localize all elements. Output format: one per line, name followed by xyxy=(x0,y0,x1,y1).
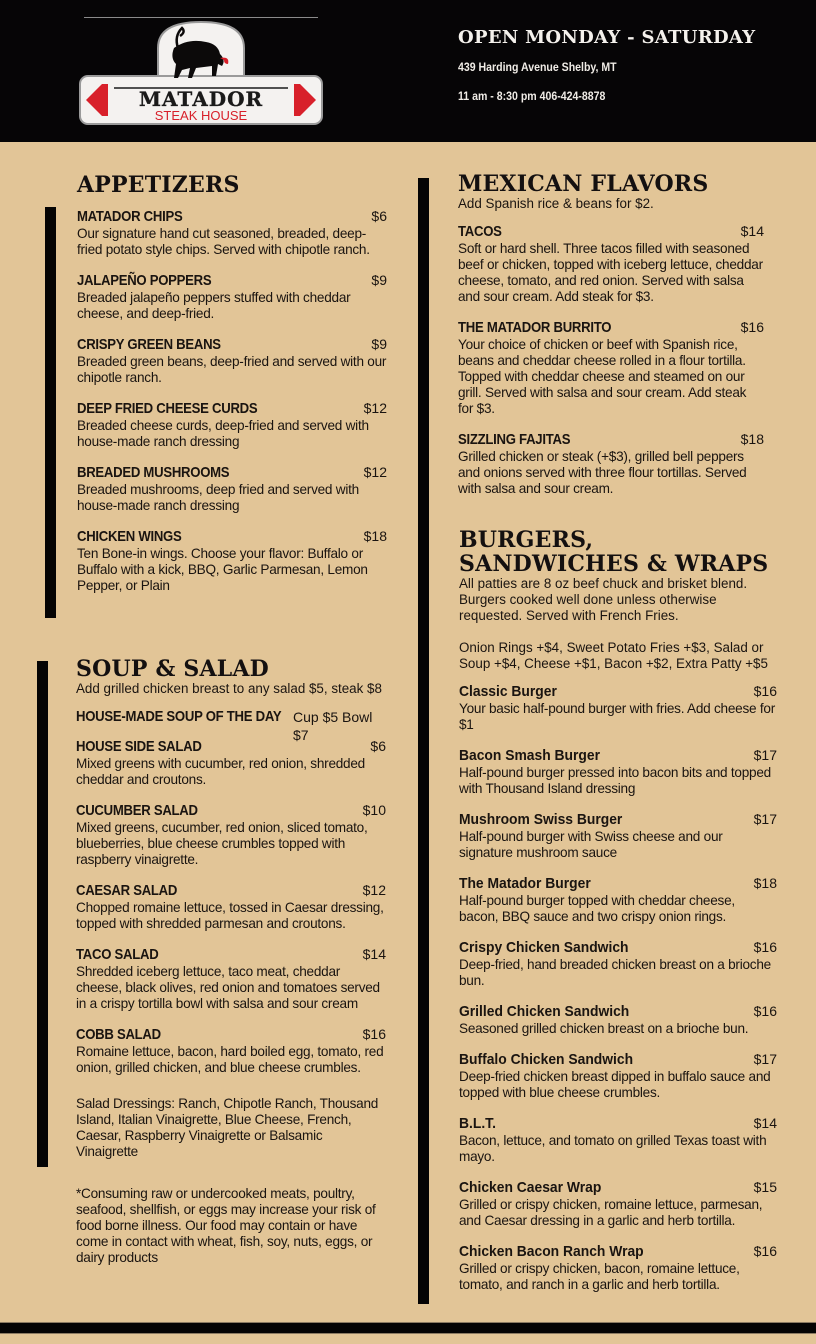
salad-dressings: Salad Dressings: Ranch, Chipotle Ranch, Thousand Island, Italian Vinaigrette, Blue Cheese, French, Caesar, Raspberry Vinaigrette or Balsamic Vinaigrette xyxy=(76,1096,379,1159)
hours-title: OPEN MONDAY - SATURDAY xyxy=(458,27,756,48)
item-description: Grilled or crispy chicken, bacon, romaine lettuce, tomato, and ranch in a garlic and herb tortilla. xyxy=(459,1261,740,1292)
item-description: Breaded green beans, deep-fried and served with our chipotle ranch. xyxy=(77,354,387,385)
section-title-appetizers: APPETIZERS xyxy=(77,172,240,198)
item-header xyxy=(459,874,777,893)
menu-item xyxy=(459,1178,777,1229)
burgers-addons: Onion Rings +$4, Sweet Potato Fries +$3, Salad or Soup +$4, Cheese +$1, Bacon +$2, Extra Patty +$5 xyxy=(459,640,768,671)
mexican-section xyxy=(458,172,764,497)
menu-item xyxy=(459,682,777,733)
item-name: Mushroom Swiss Burger xyxy=(459,812,623,828)
hours-phone: 11 am - 8:30 pm 406-424-8878 xyxy=(458,89,606,103)
soup-salad-bar xyxy=(37,661,48,1167)
item-price: $18 xyxy=(753,875,777,891)
item-price: $9 xyxy=(371,336,387,352)
menu-item xyxy=(459,874,777,925)
item-description: Romaine lettuce, bacon, hard boiled egg, tomato, red onion, grilled chicken, and blue cheese crumbles. xyxy=(76,1044,384,1075)
svg-text:STEAK HOUSE: STEAK HOUSE xyxy=(154,108,248,123)
footer-band xyxy=(0,1322,816,1334)
item-price: $17 xyxy=(753,747,777,763)
item-description: Mixed greens with cucumber, red onion, shredded cheddar and croutons. xyxy=(76,756,365,787)
item-name: THE MATADOR BURRITO xyxy=(458,320,612,336)
menu-item xyxy=(458,318,764,417)
item-price: $9 xyxy=(371,272,387,288)
item-description: Bacon, lettuce, and tomato on grilled Texas toast with mayo. xyxy=(459,1133,767,1164)
item-description: Your choice of chicken or beef with Spanish rice, beans and cheddar cheese rolled in a flour tortilla. Topped with cheddar cheese and steamed on our grill. Served with salsa and sour cream. Add steak for $3. xyxy=(458,337,747,416)
item-name: TACO SALAD xyxy=(76,947,159,963)
item-description: Shredded iceberg lettuce, taco meat, cheddar cheese, black olives, red onion and tomatoes served in a crispy tortilla bowl with salsa and sour cream xyxy=(76,964,380,1011)
item-name: DEEP FRIED CHEESE CURDS xyxy=(77,401,258,417)
menu-item xyxy=(458,222,764,305)
item-header xyxy=(459,682,777,701)
disclaimer: *Consuming raw or undercooked meats, poultry, seafood, shellfish, or eggs may increase your risk of food borne illness. Our food may contain or have come in contact with wheat, fish, soy, nuts, eggs, or dairy products xyxy=(76,1186,376,1265)
right-column-bar xyxy=(418,178,429,1304)
item-header xyxy=(77,527,387,546)
item-price: $12 xyxy=(363,400,387,416)
item-name: MATADOR CHIPS xyxy=(77,209,183,225)
menu-item xyxy=(77,335,387,386)
item-name: COBB SALAD xyxy=(76,1027,161,1043)
item-name: SIZZLING FAJITAS xyxy=(458,432,571,448)
item-price: $12 xyxy=(363,464,387,480)
item-name: Bacon Smash Burger xyxy=(459,748,601,764)
item-price: $16 xyxy=(362,1026,386,1042)
item-price: $6 xyxy=(371,208,387,224)
item-description: Breaded jalapeño peppers stuffed with cheddar cheese, and deep-fried. xyxy=(77,290,351,321)
menu-item xyxy=(459,746,777,797)
item-name: CUCUMBER SALAD xyxy=(76,803,198,819)
menu-item xyxy=(458,430,764,497)
mexican-note: Add Spanish rice & beans for $2. xyxy=(458,196,654,211)
item-header xyxy=(459,1242,777,1261)
item-price: $14 xyxy=(740,223,764,239)
item-name: Chicken Bacon Ranch Wrap xyxy=(459,1244,644,1260)
item-header xyxy=(459,1002,777,1021)
item-price: $14 xyxy=(753,1115,777,1131)
menu-item xyxy=(459,1002,777,1037)
menu-item xyxy=(459,1242,777,1293)
burgers-note: All patties are 8 oz beef chuck and brisket blend. Burgers cooked well done unless otherwise requested. Served with French Fries. xyxy=(459,576,748,623)
item-header xyxy=(458,318,764,337)
item-description: Grilled chicken or steak (+$3), grilled bell peppers and onions served with three flour tortillas. Served with salsa and sour cream. xyxy=(458,449,747,496)
item-header xyxy=(77,463,387,482)
item-name: Classic Burger xyxy=(459,684,557,700)
item-header xyxy=(458,222,764,241)
menu-item xyxy=(459,1114,777,1165)
item-name: Chicken Caesar Wrap xyxy=(459,1180,602,1196)
menu-item xyxy=(76,801,386,868)
item-price: $17 xyxy=(753,1051,777,1067)
menu-item xyxy=(459,938,777,989)
section-title-soup-salad: SOUP & SALAD xyxy=(76,656,269,682)
item-name: Buffalo Chicken Sandwich xyxy=(459,1052,634,1068)
item-name: Grilled Chicken Sandwich xyxy=(459,1004,630,1020)
burgers-section xyxy=(459,528,777,1293)
soup-of-the-day xyxy=(76,708,386,743)
item-name: CHICKEN WINGS xyxy=(77,529,182,545)
item-name: HOUSE SIDE SALAD xyxy=(76,739,202,755)
item-name: CRISPY GREEN BEANS xyxy=(77,337,221,353)
item-price: $15 xyxy=(753,1179,777,1195)
item-header xyxy=(76,1025,386,1044)
item-name: Crispy Chicken Sandwich xyxy=(459,940,629,956)
item-description: Your basic half-pound burger with fries. Add cheese for $1 xyxy=(459,701,775,732)
item-description: Breaded mushrooms, deep fried and served with house-made ranch dressing xyxy=(77,482,359,513)
item-header xyxy=(459,1050,777,1069)
item-name: CAESAR SALAD xyxy=(76,883,178,899)
item-name: JALAPEÑO POPPERS xyxy=(77,273,212,289)
item-description: Mixed greens, cucumber, red onion, sliced tomato, blueberries, blue cheese crumbles topped with raspberry vinaigrette. xyxy=(76,820,368,867)
item-description: Half-pound burger pressed into bacon bits and topped with Thousand Island dressing xyxy=(459,765,771,796)
item-header xyxy=(459,938,777,957)
menu-item xyxy=(77,463,387,514)
item-name: B.L.T. xyxy=(459,1116,496,1132)
item-description: Ten Bone-in wings. Choose your flavor: Buffalo or Buffalo with a kick, BBQ, Garlic Parmesan, Lemon Pepper, or Plain xyxy=(77,546,368,593)
item-price: $16 xyxy=(753,1003,777,1019)
menu-item xyxy=(77,207,387,258)
item-header xyxy=(76,881,386,900)
item-header xyxy=(76,801,386,820)
item-description: Breaded cheese curds, deep-fried and served with house-made ranch dressing xyxy=(77,418,369,449)
item-price: $14 xyxy=(362,946,386,962)
soup-salad-note: Add grilled chicken breast to any salad $5, steak $8 xyxy=(76,681,382,696)
item-description: Deep-fried, hand breaded chicken breast on a brioche bun. xyxy=(459,957,771,988)
menu-item xyxy=(459,1050,777,1101)
item-header xyxy=(77,335,387,354)
menu-item xyxy=(459,810,777,861)
item-header xyxy=(459,1178,777,1197)
menu-item xyxy=(76,945,386,1012)
section-title-burgers: BURGERS, SANDWICHES & WRAPS xyxy=(459,527,769,577)
item-description: Deep-fried chicken breast dipped in buffalo sauce and topped with blue cheese crumbles. xyxy=(459,1069,771,1100)
item-description: Half-pound burger topped with cheddar cheese, bacon, BBQ sauce and two crispy onion rings. xyxy=(459,893,735,924)
item-price: $16 xyxy=(753,939,777,955)
item-header xyxy=(76,945,386,964)
menu-item xyxy=(77,271,387,322)
item-description: Grilled or crispy chicken, romaine lettuce, parmesan, and Caesar dressing in a garlic and herb tortilla. xyxy=(459,1197,763,1228)
item-name: HOUSE-MADE SOUP OF THE DAY xyxy=(76,709,282,725)
item-description: Soft or hard shell. Three tacos filled with seasoned beef or chicken, topped with iceberg lettuce, cheddar cheese, tomato, and red onion. Served with salsa and sour cream. Add steak for $3. xyxy=(458,241,763,304)
item-price: $16 xyxy=(753,1243,777,1259)
menu-item xyxy=(77,399,387,450)
item-header xyxy=(77,271,387,290)
item-name: BREADED MUSHROOMS xyxy=(77,465,230,481)
item-header xyxy=(458,430,764,449)
item-description: Half-pound burger with Swiss cheese and our signature mushroom sauce xyxy=(459,829,723,860)
matador-logo xyxy=(78,20,324,126)
header-band xyxy=(0,0,816,142)
item-price: $18 xyxy=(740,431,764,447)
menu-item xyxy=(76,1025,386,1076)
item-header xyxy=(459,810,777,829)
item-header xyxy=(77,399,387,418)
item-name: TACOS xyxy=(458,224,502,240)
item-price: $10 xyxy=(362,802,386,818)
soup-salad-section xyxy=(76,657,386,1266)
item-price: $17 xyxy=(753,811,777,827)
item-header xyxy=(459,1114,777,1133)
appetizers-section xyxy=(77,173,387,594)
item-price: $12 xyxy=(362,882,386,898)
item-price: $6 xyxy=(370,738,386,754)
address: 439 Harding Avenue Shelby, MT xyxy=(458,60,617,74)
header-rule xyxy=(84,17,318,18)
menu-item xyxy=(76,881,386,932)
item-header xyxy=(459,746,777,765)
item-price: $16 xyxy=(740,319,764,335)
svg-text:MATADOR: MATADOR xyxy=(138,87,264,111)
menu-item xyxy=(77,527,387,594)
item-description: Chopped romaine lettuce, tossed in Caesar dressing, topped with shredded parmesan and croutons. xyxy=(76,900,384,931)
item-description: Seasoned grilled chicken breast on a brioche bun. xyxy=(459,1021,749,1036)
item-price: $16 xyxy=(753,683,777,699)
section-title-mexican: MEXICAN FLAVORS xyxy=(458,171,709,197)
appetizers-bar xyxy=(45,207,56,618)
item-name: The Matador Burger xyxy=(459,876,591,892)
item-price: $18 xyxy=(363,528,387,544)
item-description: Our signature hand cut seasoned, breaded, deep-fried potato style chips. Served with chipotle ranch. xyxy=(77,226,370,257)
item-header xyxy=(77,207,387,226)
item-price: Cup $5 Bowl $7 xyxy=(293,709,373,743)
menu-item xyxy=(76,737,386,788)
